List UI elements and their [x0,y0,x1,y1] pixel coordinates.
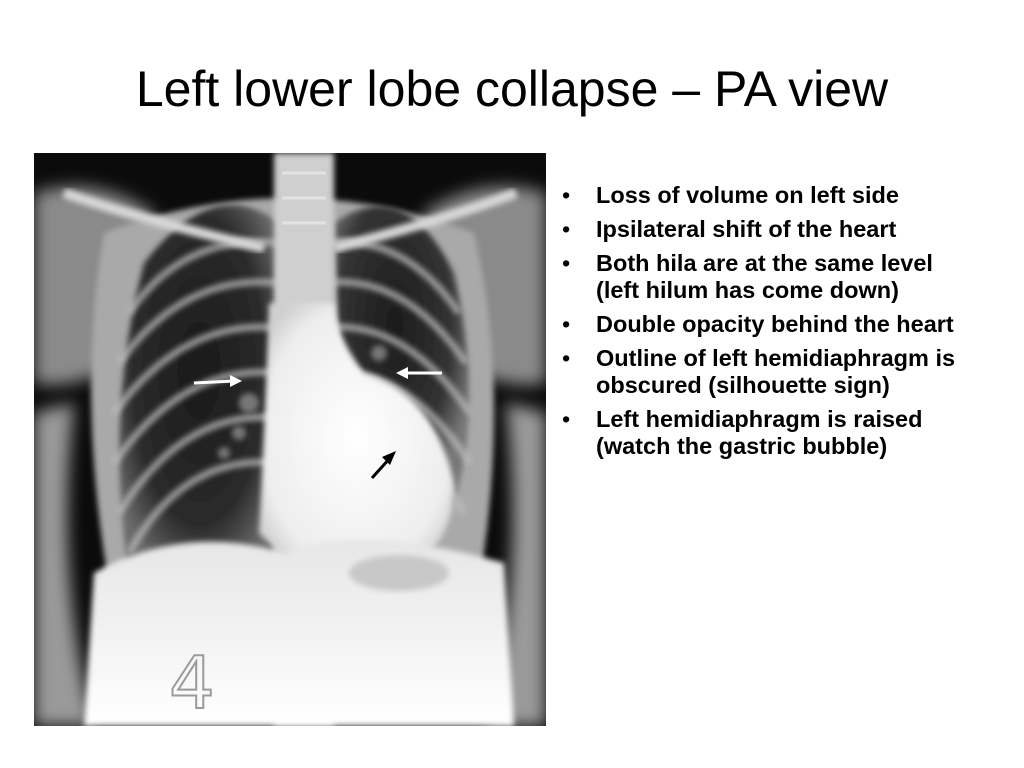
list-item [560,182,980,209]
bullet-text: Both hila are at the same level (left hilum has come down) [596,250,933,303]
bullet-dot: • [562,216,571,242]
chest-xray-image [34,153,546,726]
slide-title: Left lower lobe collapse – PA view [135,61,889,117]
bullet-list [560,182,980,467]
bullet-text: Ipsilateral shift of the heart [596,216,897,242]
bullet-text: Loss of volume on left side [596,182,899,208]
abdomen [84,540,514,726]
list-item [560,406,980,460]
bullet-dot: • [562,311,571,337]
bullet-dot: • [562,182,571,208]
gastric-bubble [349,555,449,591]
bullet-text: Double opacity behind the heart [596,311,954,337]
bullet-text: Left hemidiaphragm is raised (watch the gastric bubble) [596,406,923,459]
bullet-dot: • [562,406,571,432]
bullet-dot: • [562,345,571,371]
bullet-dot: • [562,250,571,276]
list-item [560,216,980,243]
list-item [560,311,980,338]
list-item [560,250,980,304]
list-item [560,345,980,399]
handwritten-label: 4 [169,641,215,725]
bullet-text: Outline of left hemidiaphragm is obscured (silhouette sign) [596,345,956,398]
